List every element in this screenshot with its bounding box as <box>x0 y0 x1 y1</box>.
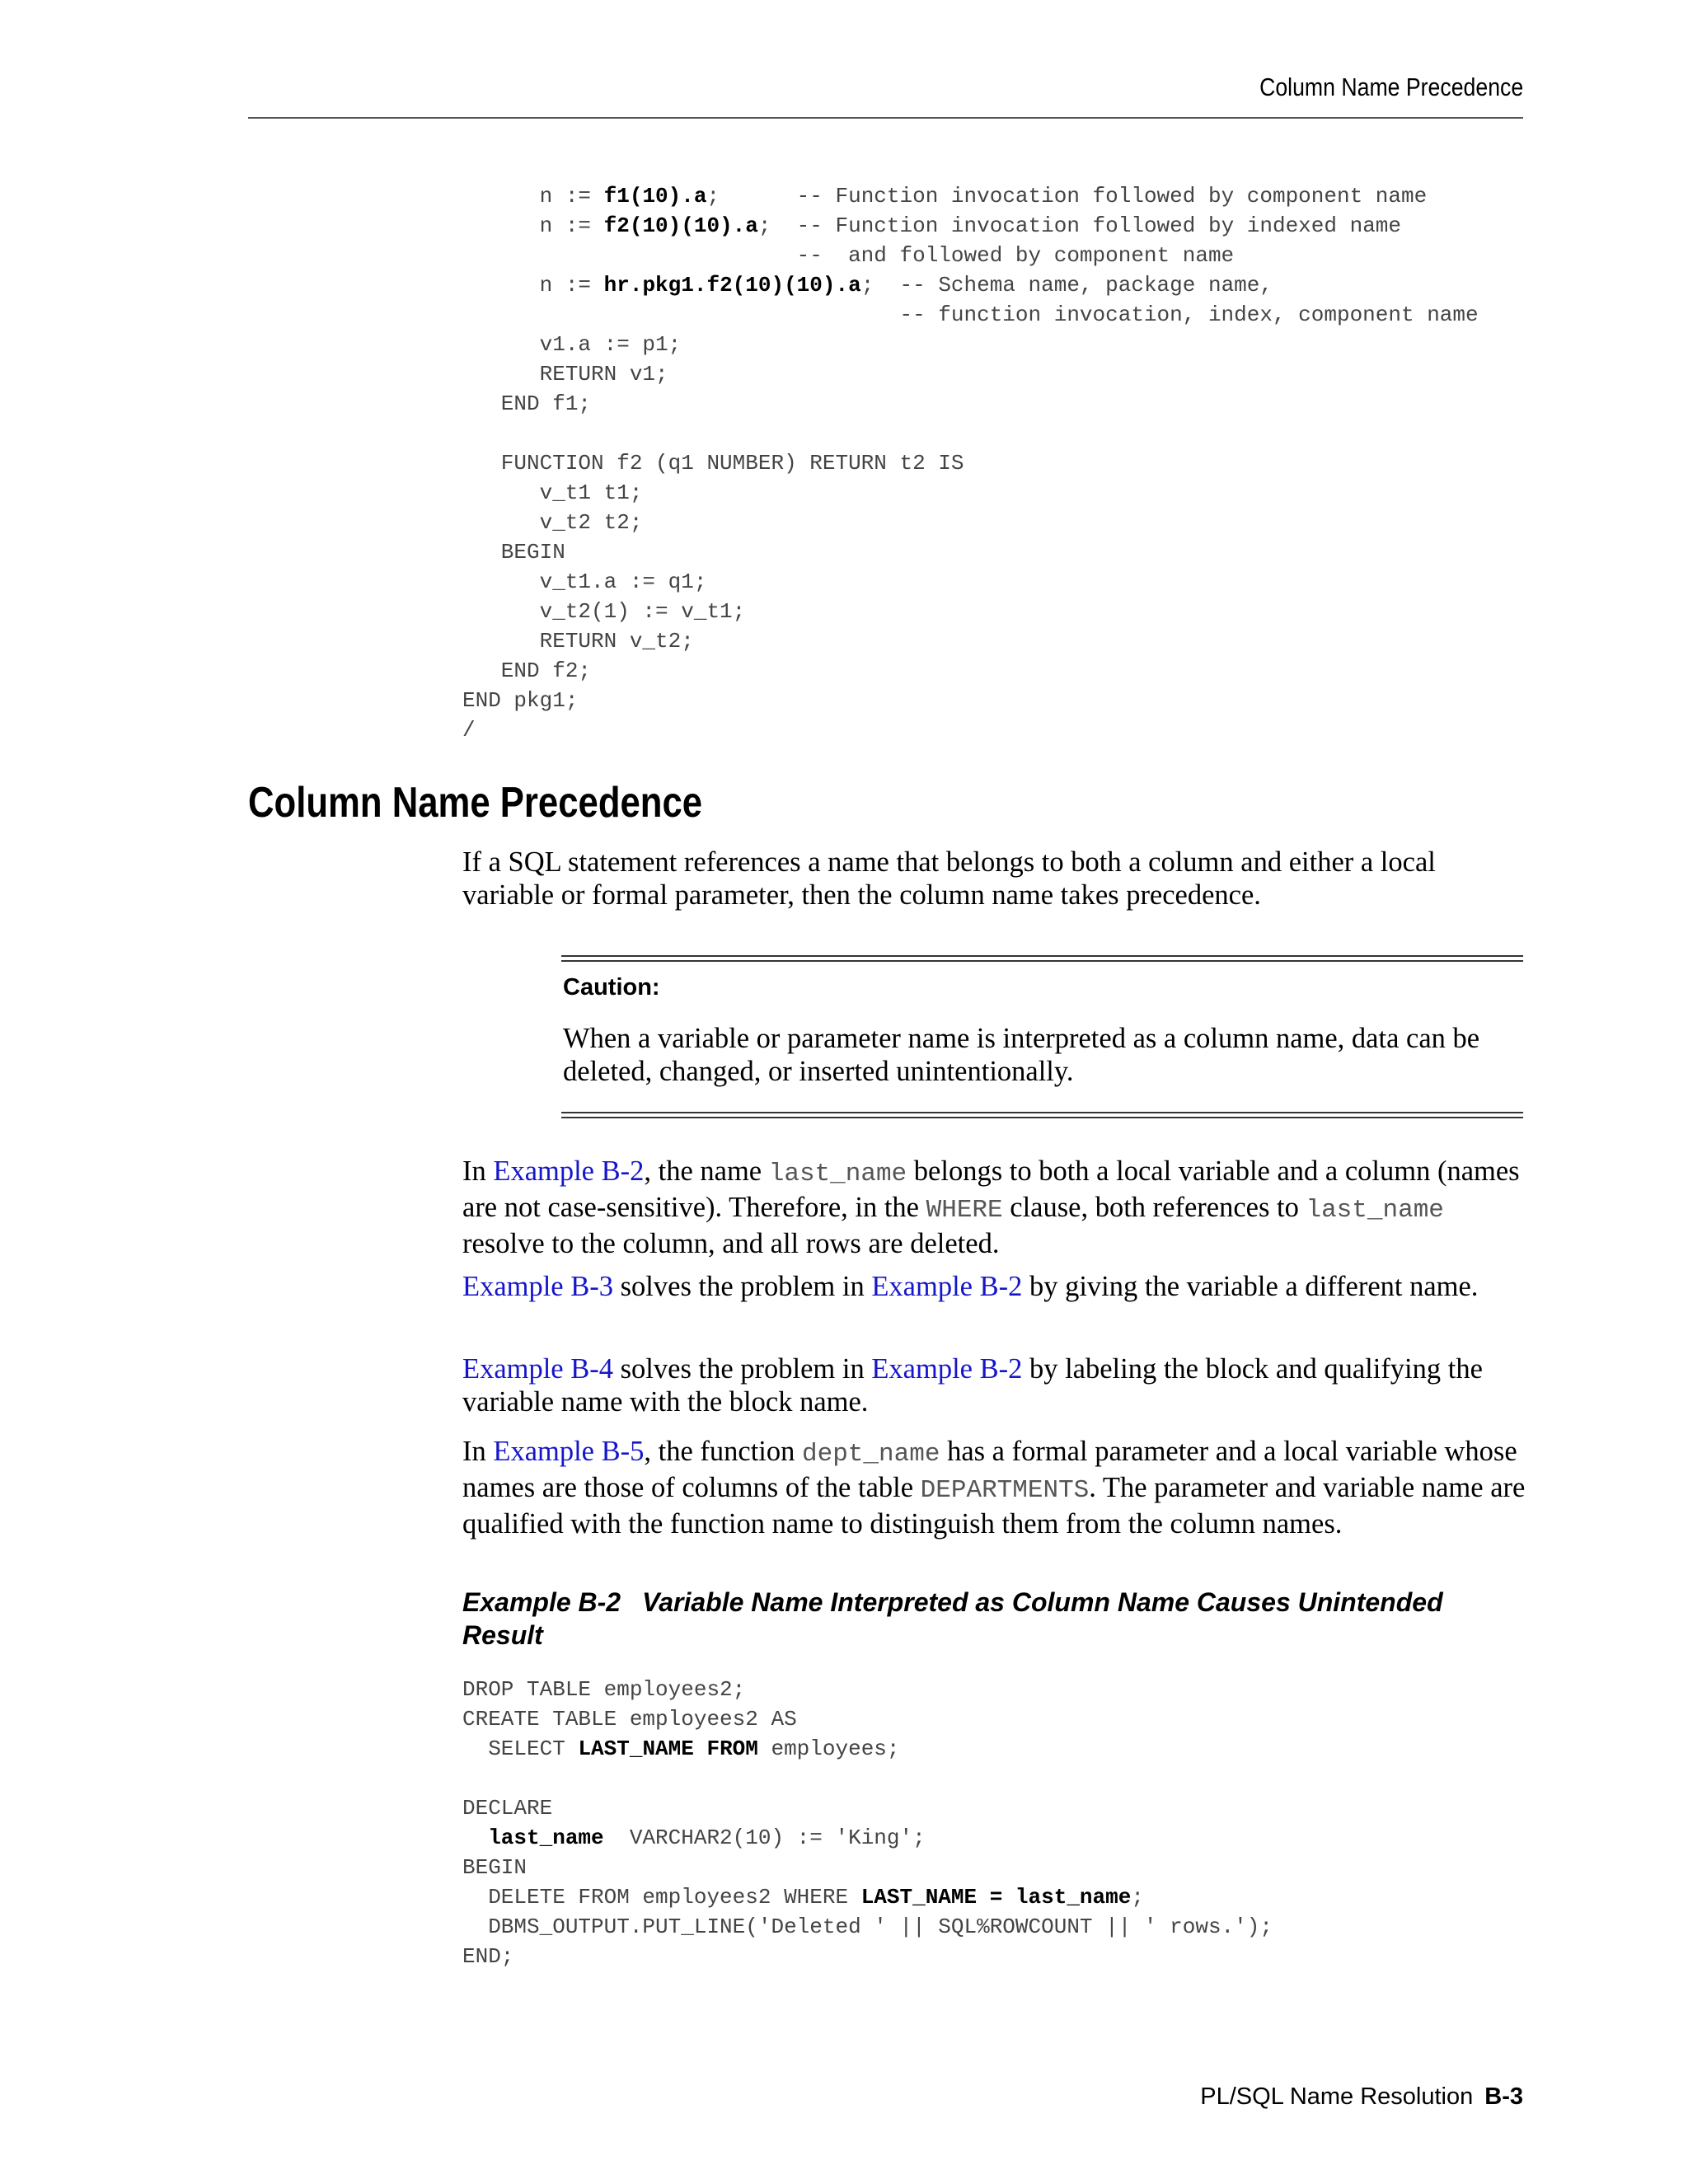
text-run: , the function <box>644 1436 802 1467</box>
link-example-b5[interactable]: Example B-5 <box>493 1436 645 1467</box>
link-example-b2[interactable]: Example B-2 <box>871 1271 1023 1302</box>
running-header: Column Name Precedence <box>1259 73 1523 101</box>
header-rule <box>248 117 1523 119</box>
page-footer <box>1200 2083 1523 2111</box>
inline-code-departments: DEPARTMENTS <box>920 1476 1090 1505</box>
caution-label: Caution: <box>563 974 660 1001</box>
section-title: Column Name Precedence <box>248 779 703 827</box>
text-run: has a formal parameter and a local variable whose names are those of columns of the table <box>462 1436 1517 1503</box>
text-run: . The parameter and variable name are qualified with the function name to distinguish them from the column names. <box>462 1472 1526 1540</box>
text-run: resolve to the column, and all rows are deleted. <box>462 1228 1000 1259</box>
inline-code-where: WHERE <box>926 1196 1003 1225</box>
link-example-b2[interactable]: Example B-2 <box>871 1353 1023 1385</box>
inline-code-dept-name: dept_name <box>802 1440 940 1469</box>
text-run: solves the problem in <box>613 1353 872 1385</box>
text-run: In <box>462 1155 494 1187</box>
caution-text: When a variable or parameter name is interpreted as a column name, data can be deleted, changed, or inserted unintentionally. <box>563 1023 1480 1087</box>
text-run: , the name <box>644 1155 769 1187</box>
example-number: Example B-2 <box>462 1587 621 1617</box>
paragraph-example-b4-summary <box>462 1352 1526 1418</box>
inline-code-last-name: last_name <box>1306 1196 1444 1225</box>
code-block-example-b2: DROP TABLE employees2; CREATE TABLE employees2 AS SELECT LAST_NAME FROM employees; DECLARE last_name VARCHAR2(10) := 'King'; BEGIN DELETE FROM employees2 WHERE LAST_NAME = last_name; DBMS_OUTPUT.PUT_LINE('Deleted ' || SQL%ROWCOUNT || ' rows.'); END; <box>462 1677 1273 1969</box>
paragraph-example-b5-summary <box>462 1435 1526 1540</box>
text-run: by giving the variable a different name. <box>1022 1271 1479 1302</box>
example-title: Variable Name Interpreted as Column Name Causes Unintended Result <box>462 1587 1443 1650</box>
caution-rule-top <box>561 955 1523 962</box>
text-run: by labeling the block and qualifying the variable name with the block name. <box>462 1353 1483 1418</box>
caution-rule-bottom <box>561 1112 1523 1118</box>
paragraph-example-b3-summary <box>462 1270 1526 1303</box>
inline-code-last-name: last_name <box>768 1160 907 1188</box>
footer-book-title: PL/SQL Name Resolution <box>1200 2083 1474 2110</box>
paragraph-example-b2-explanation <box>462 1155 1526 1260</box>
link-example-b3[interactable]: Example B-3 <box>462 1271 613 1302</box>
code-block-package-body: n := f1(10).a; -- Function invocation followed by component name n := f2(10)(10).a; -- Function invocation followed by indexed name -- and followed by component name n := hr.pkg1.f2(10)(10).a; -- Schema name, package name, -- function invocation, index, component name v1.a := p1; RETURN v1; END f1; FUNCTION f2 (q1 NUMBER) RETURN t2 IS v_t1 t1; v_t2 t2; BEGIN v_t1.a := q1; v_t2(1) := v_t1; RETURN v_t2; END f2; END pkg1; / <box>462 184 1479 743</box>
page-number: B-3 <box>1484 2083 1523 2110</box>
link-example-b2[interactable]: Example B-2 <box>493 1155 645 1187</box>
text-run: In <box>462 1436 494 1467</box>
text-run: solves the problem in <box>613 1271 872 1302</box>
text-run: clause, both references to <box>1002 1192 1306 1223</box>
link-example-b4[interactable]: Example B-4 <box>462 1353 613 1385</box>
text-run: belongs to both a local variable and a column (names are not case-sensitive). Therefore, in the <box>462 1155 1520 1223</box>
intro-paragraph: If a SQL statement references a name that belongs to both a column and either a local variable or formal parameter, then the column name takes precedence. <box>462 846 1436 911</box>
example-caption <box>462 1586 1526 1652</box>
